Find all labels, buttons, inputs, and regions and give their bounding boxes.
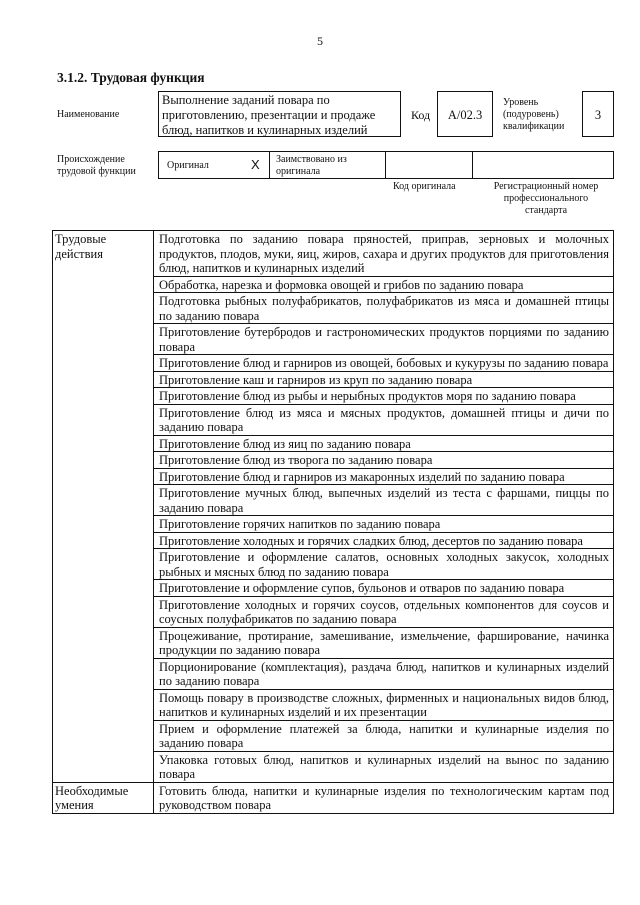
origin-row [158,151,614,179]
actions-label: Трудовые действия [53,231,154,783]
action-item: Упаковка готовых блюд, напитков и кулинарных изделий на вынос по заданию повара [154,751,614,782]
section-title: 3.1.2. Трудовая функция [57,70,205,85]
divider [472,152,473,178]
table-row [53,231,614,277]
functions-table [52,230,614,814]
action-item: Приготовление блюд и гарниров из овощей, бобовых и кукурузы по заданию повара [154,355,614,372]
action-item: Приготовление горячих напитков по заданию повара [154,516,614,533]
code-label: Код [411,108,431,122]
divider [269,152,270,178]
action-item: Приготовление мучных блюд, выпечных изделий из теста с фаршами, пиццы по заданию повара [154,485,614,516]
skills-label: Необходимые умения [53,782,154,813]
action-item: Приготовление блюд из яиц по заданию повара [154,435,614,452]
action-item: Приготовление каш и гарниров из круп по заданию повара [154,371,614,388]
origin-label: Происхождение трудовой функции [57,154,136,177]
action-item: Приготовление и оформление супов, бульонов и отваров по заданию повара [154,580,614,597]
action-item: Прием и оформление платежей за блюда, напитки и кулинарные изделия по заданию повара [154,720,614,751]
code-original-label: Код оригинала [393,181,456,192]
name-value: Выполнение заданий повара по приготовлению, презентации и продаже блюд, напитков и кулинарных изделий [158,91,401,137]
name-label: Наименование [57,109,120,120]
table-row [53,782,614,813]
level-label: Уровень (подуровень) квалификации [503,97,565,132]
action-item: Приготовление блюд из творога по заданию повара [154,452,614,469]
divider [385,152,386,178]
level-value: 3 [582,91,614,137]
action-item: Порционирование (комплектация), раздача блюд, напитков и кулинарных изделий по заданию повара [154,658,614,689]
functions-table-body [53,231,614,814]
action-item: Приготовление блюд из рыбы и нерыбных продуктов моря по заданию повара [154,388,614,405]
action-item: Процеживание, протирание, замешивание, измельчение, фарширование, начинка продукции по заданию повара [154,627,614,658]
code-value: A/02.3 [437,91,493,137]
borrowed-label: Заимствовано из оригинала [276,154,347,177]
action-item: Приготовление бутербродов и гастрономических продуктов порциями по заданию повара [154,324,614,355]
action-item: Приготовление блюд из мяса и мясных продуктов, домашней птицы и дичи по заданию повара [154,404,614,435]
action-item: Приготовление холодных и горячих соусов, отдельных компонентов для соусов и соусных полуфабрикатов по заданию повара [154,596,614,627]
action-item: Приготовление холодных и горячих сладких блюд, десертов по заданию повара [154,532,614,549]
reg-number-label: Регистрационный номер профессионального стандарта [493,181,599,216]
action-item: Обработка, нарезка и формовка овощей и грибов по заданию повара [154,276,614,293]
original-mark: X [251,157,260,172]
action-item: Помощь повару в производстве сложных, фирменных и национальных видов блюд, напитков и кулинарных изделий и их презентации [154,689,614,720]
action-item: Приготовление и оформление салатов, основных холодных закусок, холодных рыбных и мясных блюд по заданию повара [154,549,614,580]
action-item: Подготовка по заданию повара пряностей, приправ, зерновых и молочных продуктов, плодов, муки, яиц, жиров, сахара и других продуктов для приготовления блюд, напитков и кулинарных изделий [154,231,614,277]
skill-item: Готовить блюда, напитки и кулинарные изделия по технологическим картам под руководством повара [154,782,614,813]
original-label: Оригинал [167,160,209,171]
page-number: 5 [317,34,323,48]
action-item: Подготовка рыбных полуфабрикатов, полуфабрикатов из мяса и домашней птицы по заданию повара [154,293,614,324]
action-item: Приготовление блюд и гарниров из макаронных изделий по заданию повара [154,468,614,485]
